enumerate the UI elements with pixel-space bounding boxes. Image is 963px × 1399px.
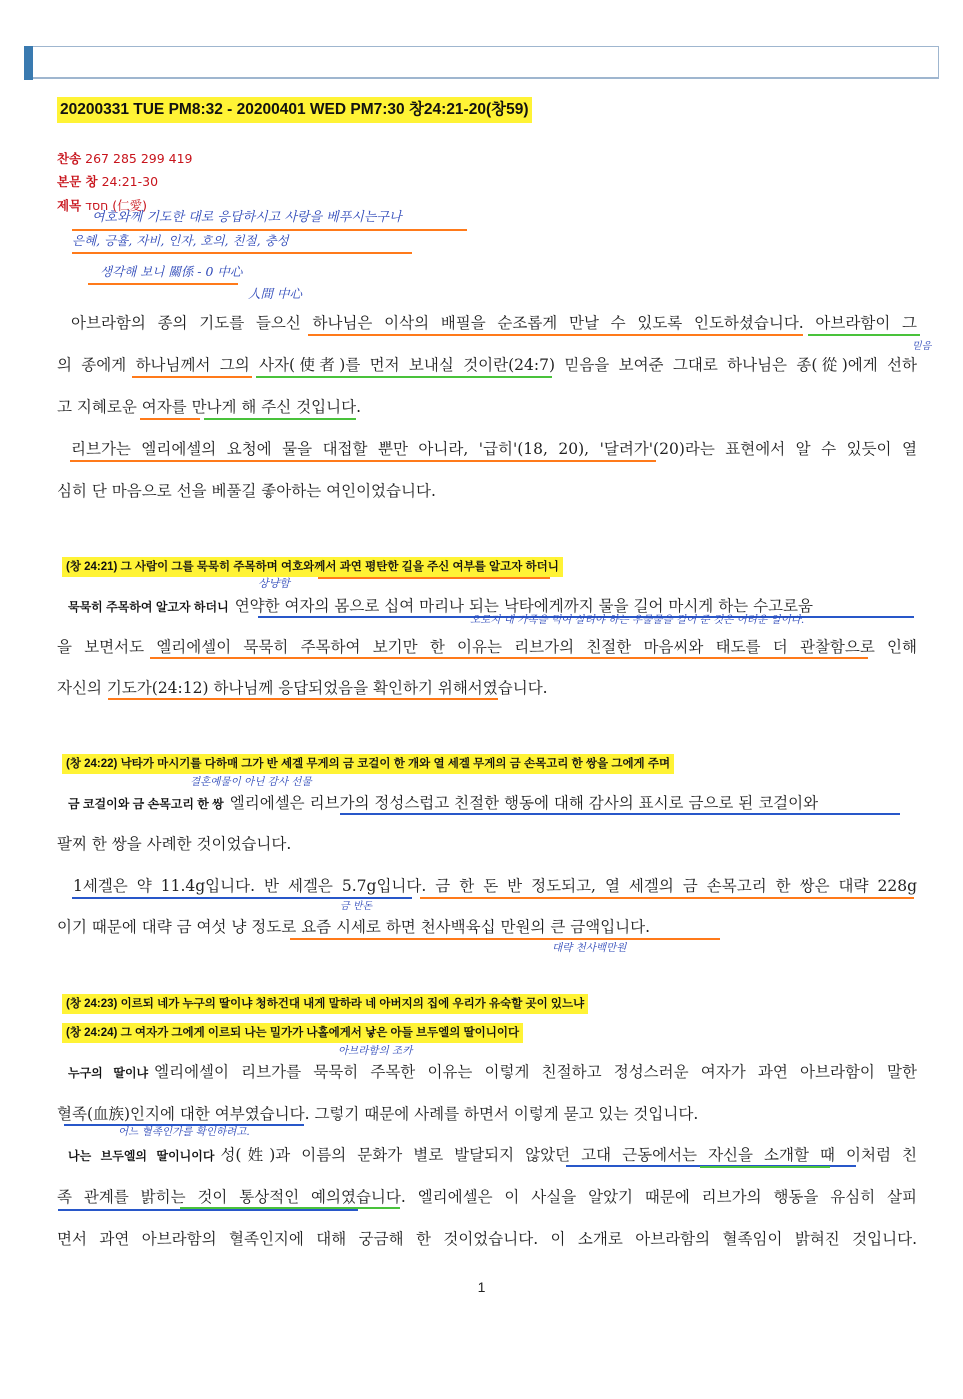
body-text: 엘리에셀은 리브가의 정성스럽고 친절한 행동에 대해 감사의 표시로 금으로 된 코걸이와 xyxy=(229,794,819,812)
underline-mark xyxy=(132,376,252,378)
body-text-line: 의 종에게 하나님께서 그의 사자(使者)를 먼저 보내실 것이란(24:7) 믿음을 보여준 그대로 하나님은 종(從)에게 선하 xyxy=(57,356,917,374)
meta-key: 본문 창 xyxy=(57,174,98,189)
handwritten-note: 아브라함의 조카 xyxy=(338,1045,413,1057)
handwritten-note: 대략 천사백만원 xyxy=(552,942,627,954)
underline-mark xyxy=(340,813,900,815)
body-text-line xyxy=(68,1060,917,1082)
body-text-line: 고 지혜로운 여자를 만나게 해 주신 것입니다. xyxy=(57,398,362,416)
underline-mark xyxy=(308,334,803,336)
section-lead: 나는 브두엘의 딸이니이다 xyxy=(68,1149,215,1163)
underline-mark xyxy=(108,698,498,700)
body-text: 연약한 여자의 몸으로 십여 마리나 되는 낙타에게까지 물을 길어 마시게 하는 수고로움 xyxy=(234,597,813,615)
underline-mark xyxy=(150,657,868,659)
handwritten-note: 人間 中心 xyxy=(248,286,302,301)
underline-mark xyxy=(318,577,550,579)
document-title: 20200331 TUE PM8:32 - 20200401 WED PM7:30 창24:21-20(창59) xyxy=(57,97,532,123)
verse-quote: (창 24:22) 낙타가 마시기를 다하매 그가 반 세겔 무게의 금 코걸이 한 개와 열 세겔 무게의 금 손목고리 한 쌍을 그에게 주며 xyxy=(62,754,674,774)
meta-key: 찬송 xyxy=(57,151,82,166)
meta-value: 267 285 299 419 xyxy=(85,151,193,166)
body-text-line: 심히 단 마음으로 선을 베풀길 좋아하는 여인이었습니다. xyxy=(57,482,436,500)
body-text-line: 팔찌 한 쌍을 사례한 것이었습니다. xyxy=(57,835,292,853)
section-lead: 금 코걸이와 금 손목고리 한 쌍 xyxy=(68,797,224,811)
body-text: 엘리에셀이 리브가를 묵묵히 주목한 이유는 이렇게 친절하고 정성스러운 여자가 과연 아브라함이 말한 xyxy=(154,1063,917,1081)
verse-quote: (창 24:21) 그 사람이 그를 묵묵히 주목하며 여호와께서 과연 평탄한 길을 주신 여부를 알고자 하더니 xyxy=(62,557,563,577)
underline-mark xyxy=(72,252,412,254)
body-text-line: 을 보면서도 엘리에셀이 묵묵히 주목하여 보기만 한 이유는 리브가의 친절한 마음씨와 태도를 더 관찰함으로 인해 xyxy=(57,638,917,656)
body-text-line: 면서 과연 아브라함의 혈족인지에 대해 궁금해 한 것이었습니다. 이 소개로 아브라함의 혈족임이 밝혀진 것입니다. xyxy=(57,1230,917,1248)
handwritten-note: 은혜, 긍휼, 자비, 인자, 호의, 친절, 충성 xyxy=(72,233,289,248)
meta-value: 24:21-30 xyxy=(101,174,159,189)
verse-quote: (창 24:23) 이르되 네가 누구의 딸이냐 청하건대 내게 말하라 네 아버지의 집에 우리가 유숙할 곳이 있느냐 xyxy=(62,994,588,1014)
body-text-line: 아브라함의 종의 기도를 들으신 하나님은 이삭의 배필을 순조롭게 만날 수 있도록 인도하셨습니다. 아브라함이 그 xyxy=(71,314,917,332)
meta-key: 제목 xyxy=(57,198,82,213)
underline-mark xyxy=(88,283,238,285)
underline-mark xyxy=(808,334,920,336)
top-border-bar xyxy=(24,46,939,79)
body-text-line xyxy=(68,1143,917,1165)
handwritten-note: 믿음 xyxy=(912,341,932,352)
body-text-line: 리브가는 엘리에셀의 요청에 물을 대접할 뿐만 아니라, '급히'(18, 20), '달려가'(20)라는 표현에서 알 수 있듯이 열 xyxy=(71,440,917,458)
underline-mark xyxy=(70,460,656,462)
body-text-line: 자신의 기도가(24:12) 하나님께 응답되었음을 확인하기 위해서였습니다. xyxy=(57,679,548,697)
underline-mark xyxy=(420,897,914,899)
underline-mark xyxy=(700,1166,830,1168)
meta-value: חסד (仁愛) xyxy=(85,198,147,213)
handwritten-note: 결혼예물이 아닌 감사 선물 xyxy=(190,776,312,788)
underline-mark xyxy=(290,938,720,940)
scripture-line xyxy=(57,172,158,190)
handwritten-note: 금 반돈 xyxy=(340,901,373,912)
underline-mark xyxy=(204,418,356,420)
handwritten-note: 어느 혈족인가를 확인하려고. xyxy=(118,1126,250,1138)
handwritten-note: 상냥함 xyxy=(258,577,290,590)
body-text-line: 족 관계를 밝히는 것이 통상적인 예의였습니다. 엘리에셀은 이 사실을 알았기 때문에 리브가의 행동을 유심히 살피 xyxy=(57,1188,917,1206)
page-number: 1 xyxy=(477,1279,486,1295)
underline-mark xyxy=(58,1209,358,1211)
body-text-line: 혈족(血族)인지에 대한 여부였습니다. 그렇기 때문에 사례를 하면서 이렇게 묻고 있는 것입니다. xyxy=(57,1105,699,1123)
body-text: 성(姓)과 이름의 문화가 별로 발달되지 않았던 고대 근동에서는 자신을 소개할 때 이처럼 친 xyxy=(220,1146,917,1164)
body-text-line: 이기 때문에 대략 금 여섯 냥 정도로 요즘 시세로 하면 천사백육십 만원의 큰 금액입니다. xyxy=(57,918,651,936)
body-text-line: 1세겔은 약 11.4g입니다. 반 세겔은 5.7g입니다. 금 한 돈 반 정도되고, 열 세겔의 금 손목고리 한 쌍은 대략 228g xyxy=(73,877,917,895)
handwritten-note: 오로지 내 가족을 먹여 살려야 하는 우물물을 길어 준 것은 어려운 일이다. xyxy=(470,614,805,626)
accent-strip xyxy=(24,46,33,80)
handwritten-note: 생각해 보니 關係 - 0 中心 xyxy=(100,264,243,279)
hymn-line xyxy=(57,149,193,167)
underline-mark xyxy=(256,376,552,378)
section-lead: 누구의 딸이냐 xyxy=(68,1066,149,1080)
section-lead: 묵묵히 주목하여 알고자 하더니 xyxy=(68,600,229,614)
handwritten-note: 여호와께 기도한 대로 응답하시고 사랑을 베푸시는구나 xyxy=(92,210,402,225)
body-text-line xyxy=(68,791,917,813)
verse-quote: (창 24:24) 그 여자가 그에게 이르되 나는 밀가가 나홀에게서 낳은 아들 브두엘의 딸이니이다 xyxy=(62,1023,523,1043)
underline-mark xyxy=(140,418,200,420)
